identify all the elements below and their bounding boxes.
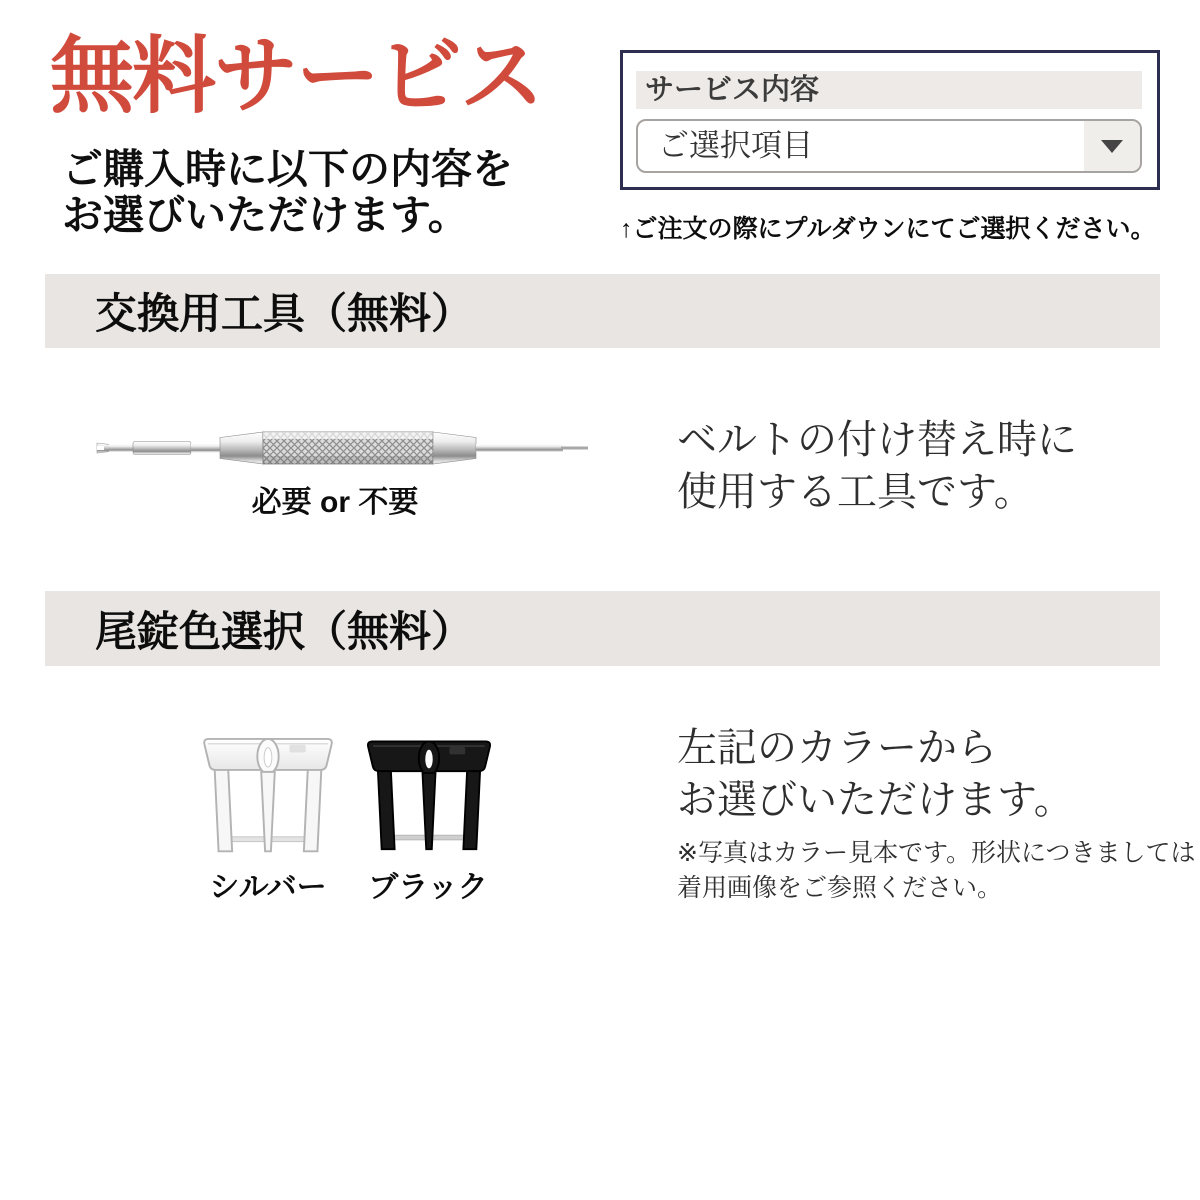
black-buckle-image	[364, 736, 494, 862]
tool-caption: 必要 or 不要	[251, 486, 419, 519]
service-select[interactable]	[636, 119, 1142, 173]
buckle-note-line2: 着用画像をご参照ください。	[677, 874, 1003, 902]
section-banner-tool	[45, 274, 1160, 348]
section-banner-buckle	[45, 591, 1160, 666]
service-select-label: サービス内容	[636, 71, 1142, 109]
tool-description-line1: ベルトの付け替え時に	[677, 418, 1077, 462]
buckle-description-line1: 左記のカラーから	[677, 726, 997, 770]
dropdown-button-zone	[1084, 121, 1140, 171]
tool-description	[677, 414, 1077, 518]
page-subtitle	[62, 146, 513, 238]
page-subtitle-line2: お選びいただけます。	[62, 192, 469, 238]
service-select-value: ご選択項目	[658, 128, 813, 163]
service-selection-panel	[620, 50, 1160, 190]
page-subtitle-line1: ご購入時に以下の内容を	[62, 146, 513, 192]
pulldown-hint-text: ↑ご注文の際にプルダウンにてご選択ください。	[620, 215, 1156, 243]
section-heading-tool: 交換用工具（無料）	[95, 290, 474, 337]
buckle-description-line2: お選びいただけます。	[677, 778, 1074, 822]
buckle-color-label-black: ブラック	[368, 871, 488, 904]
spring-bar-tool-image	[95, 420, 590, 476]
buckle-note	[677, 836, 1195, 906]
buckle-color-label-silver: シルバー	[209, 871, 327, 904]
buckle-note-line1: ※写真はカラー見本です。形状につきましては	[677, 839, 1196, 867]
buckle-description	[677, 722, 1074, 826]
silver-buckle-image	[200, 736, 336, 862]
chevron-down-icon	[1101, 140, 1123, 153]
section-heading-buckle: 尾錠色選択（無料）	[95, 607, 474, 655]
page-title: 無料サービス	[50, 29, 543, 123]
tool-description-line2: 使用する工具です。	[677, 470, 1034, 514]
